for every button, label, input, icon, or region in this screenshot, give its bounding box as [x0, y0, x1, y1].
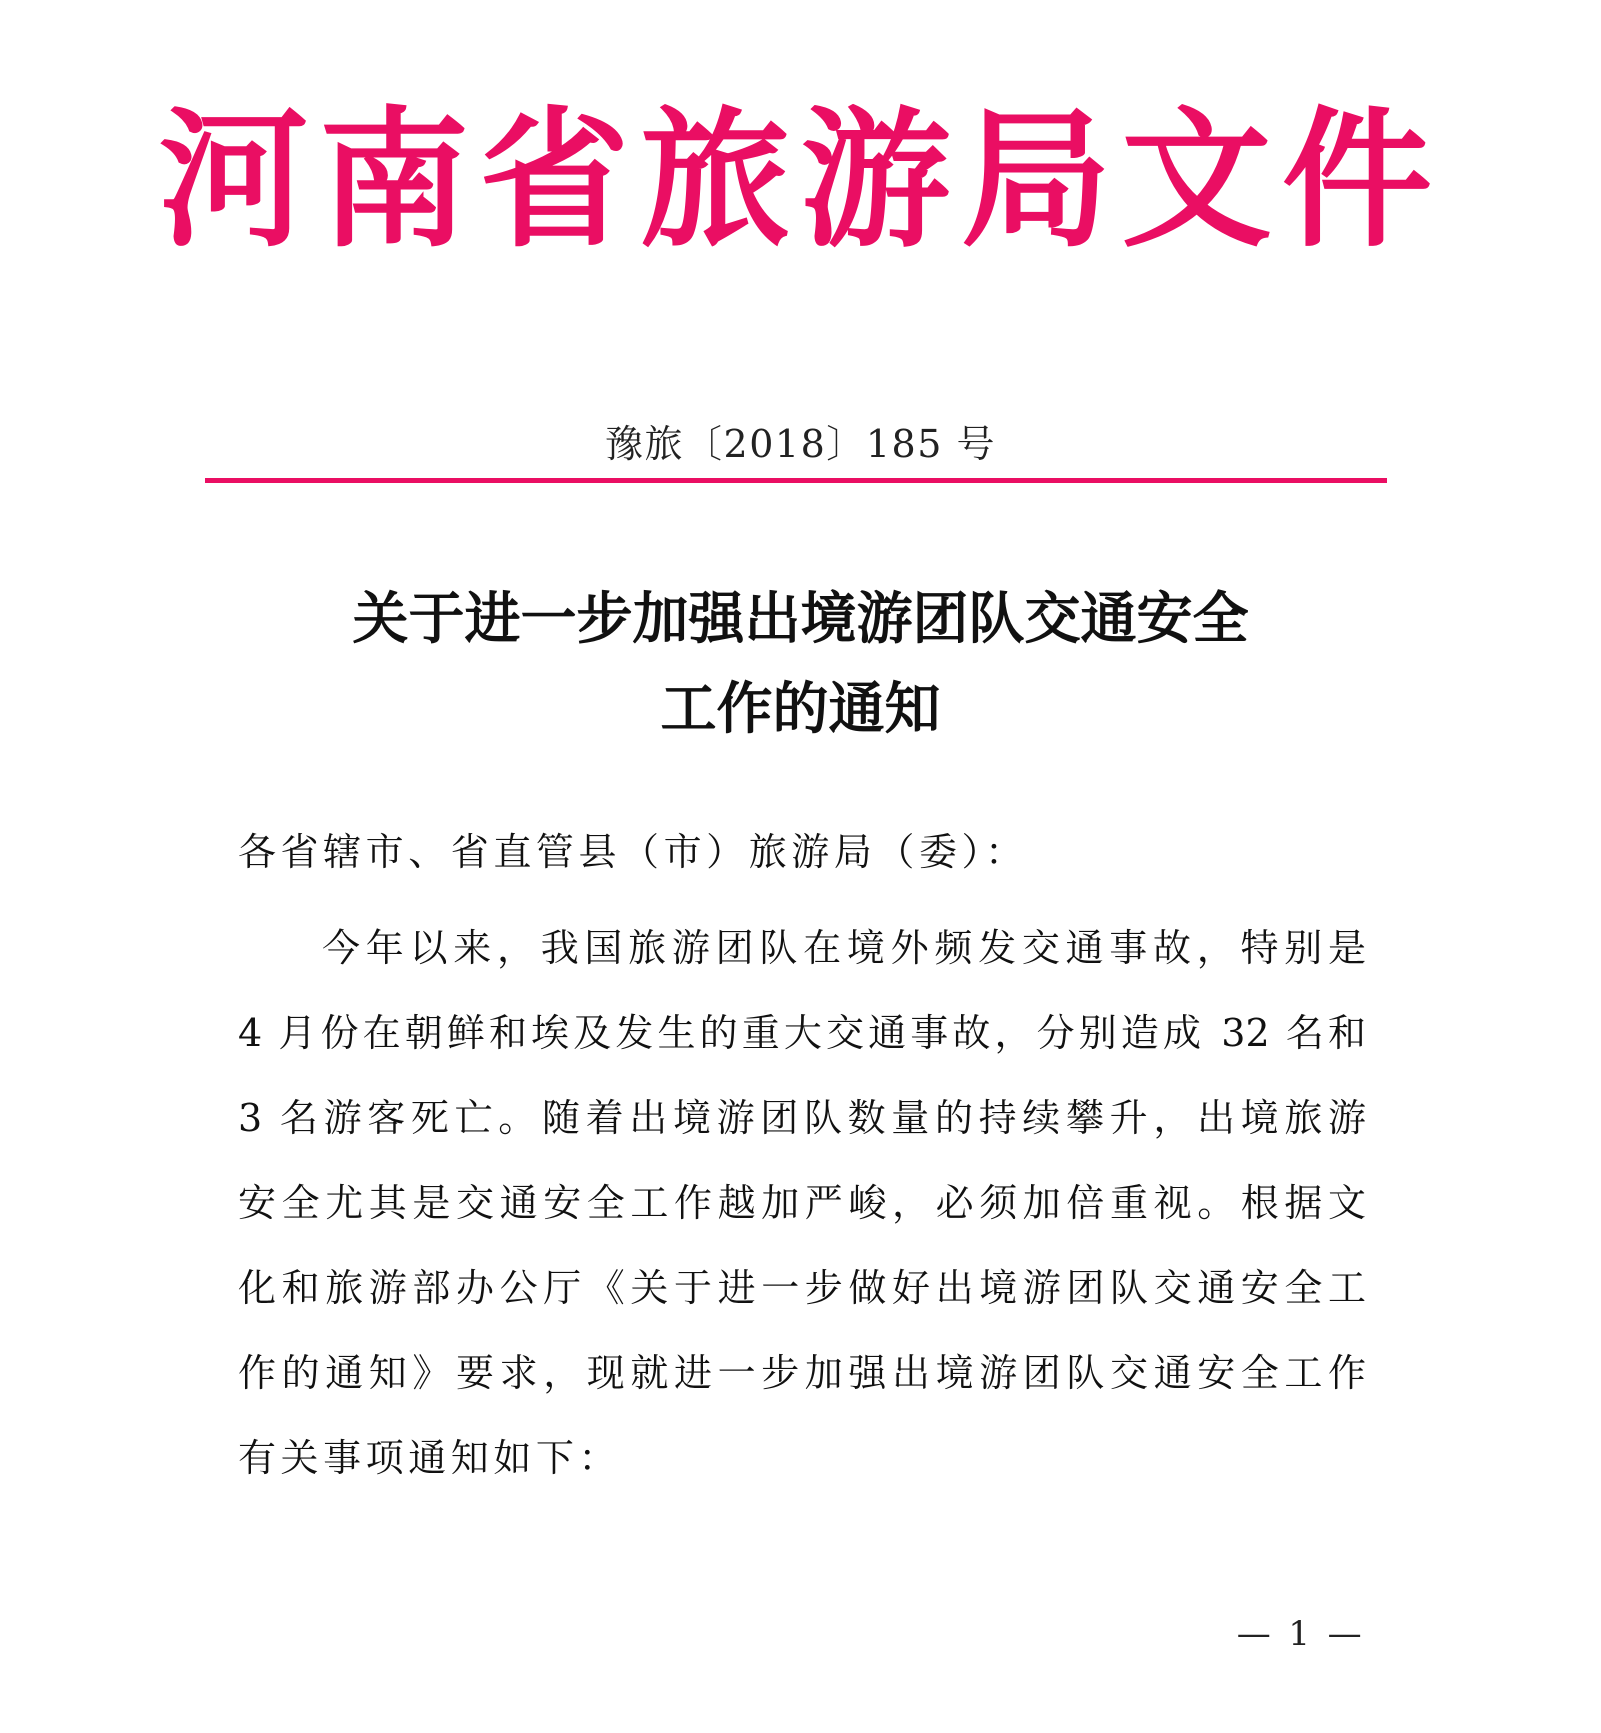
body-line: 有关事项通知如下： [238, 1436, 622, 1480]
body-paragraph [238, 906, 1366, 1501]
masthead-title: 河南省旅游局文件 [158, 92, 1443, 268]
body-line: 3 名游客死亡。随着出境游团队数量的持续攀升，出境旅游 [238, 1096, 1366, 1140]
document-number: 豫旅〔2018〕185 号 [604, 422, 997, 466]
page-number: — 1 — [1236, 1614, 1365, 1654]
body-line: 今年以来，我国旅游团队在境外频发交通事故，特别是 [322, 926, 1366, 970]
body-line: 4 月份在朝鲜和埃及发生的重大交通事故，分别造成 32 名和 [238, 1011, 1366, 1055]
body-line: 作的通知》要求，现就进一步加强出境游团队交通安全工作 [238, 1351, 1366, 1395]
body-line: 安全尤其是交通安全工作越加严峻，必须加倍重视。根据文 [238, 1181, 1366, 1225]
red-divider-line [205, 478, 1387, 483]
notice-title-line-1: 关于进一步加强出境游团队交通安全 [352, 586, 1249, 652]
notice-title [0, 574, 1601, 754]
notice-title-line-2: 工作的通知 [660, 676, 941, 742]
addressee: 各省辖市、省直管县（市）旅游局（委）： [238, 830, 1028, 874]
body-line: 化和旅游部办公厅《关于进一步做好出境游团队交通安全工 [238, 1266, 1366, 1310]
